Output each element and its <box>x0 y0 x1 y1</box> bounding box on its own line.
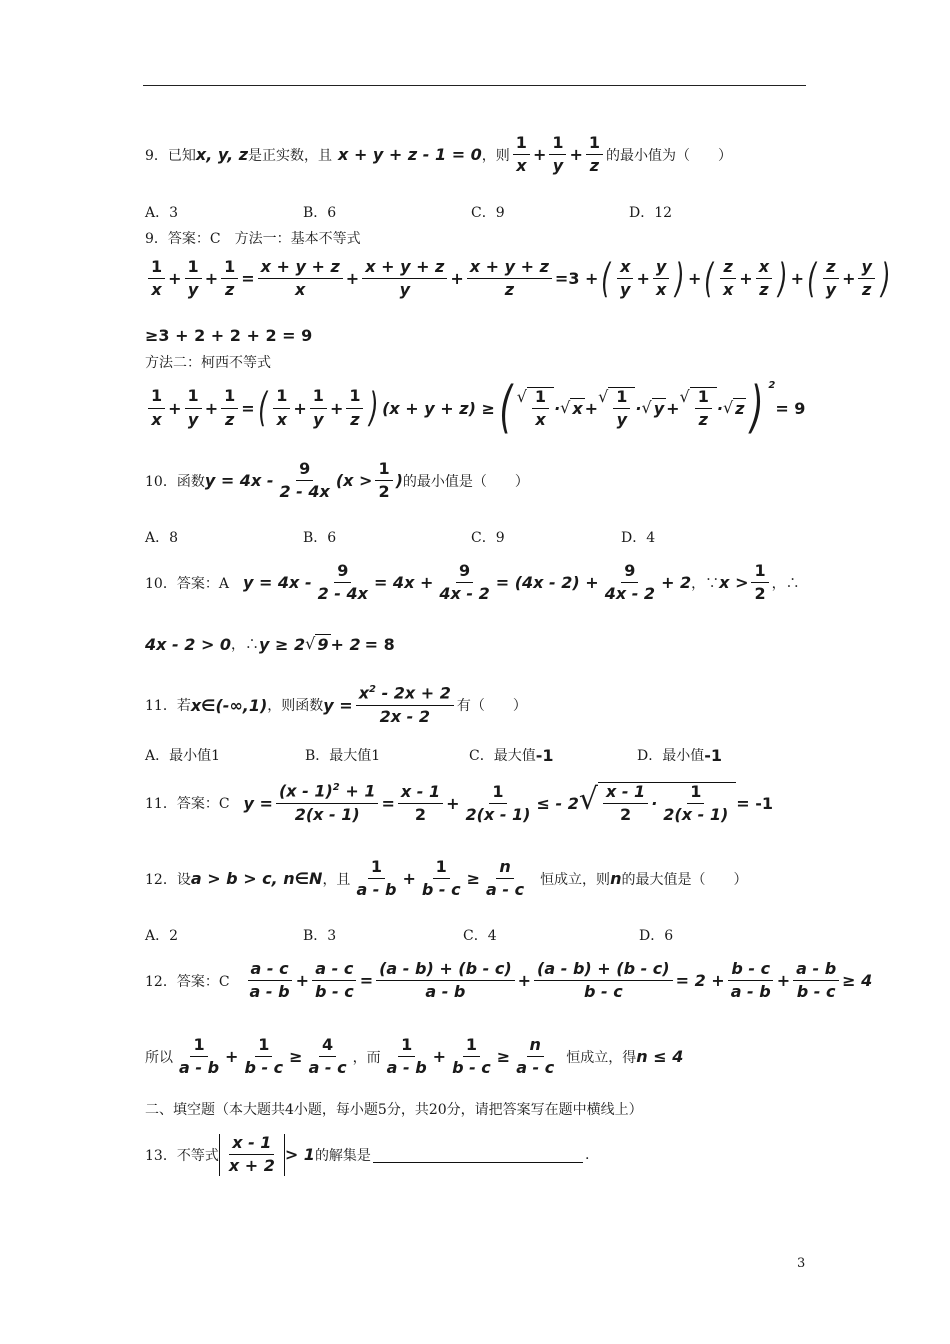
q11-mid: ，则函数 <box>267 698 324 715</box>
q12-answer-line <box>145 960 872 1002</box>
q11-option-c-value: -1 <box>535 745 554 765</box>
q10-line2a: 4x - 2 > 0 <box>145 634 232 654</box>
q12-and: ，而 <box>352 1049 381 1066</box>
q12-option-d: D．6 <box>639 928 674 944</box>
page-number: 3 <box>797 1256 806 1271</box>
q12-holds: 恒成立，得 <box>566 1049 637 1066</box>
q13-inequality: x - 1 x + 2 > 1 <box>219 1134 315 1176</box>
q12-prefix: 12．设 <box>145 871 191 888</box>
q9-mid: 是正实数，且 <box>248 147 333 164</box>
q10-tail: 的最小值是（ ） <box>402 473 529 490</box>
q10-condition: x > 1 2 <box>719 562 771 604</box>
q9-method2-label: 方法二：柯西不等式 <box>145 355 271 371</box>
q11-option-d-value: -1 <box>704 745 723 765</box>
q12-inequality: 1 a - b + 1 b - c ≥ n a - c <box>356 857 525 900</box>
q9-condition: x + y + z - 1 = 0 <box>338 145 482 165</box>
q12-condition: a > b > c, n∈N <box>190 869 323 889</box>
q9-expression: 1 x + 1 y + 1 z <box>510 134 606 176</box>
q11-option-a: A．最小值1 <box>145 748 221 764</box>
q12-step1: 1 a - b + 1 b - c ≥ 4 a - c <box>179 1035 347 1078</box>
q9-tail: 的最小值为（ ） <box>606 147 733 164</box>
q10-answer-line <box>145 562 800 604</box>
q10-derivation: y = 4x - 9 2 - 4x = 4x + 9 4x - 2 = (4x - 2) + 9 4x - 2 + 2 <box>242 561 692 604</box>
q9-method1-result: ≥3 + 2 + 2 + 2 = 9 <box>145 326 313 345</box>
section-2-heading: 二、填空题（本大题共4小题，每小题5分，共20分，请把答案写在题中横线上） <box>145 1102 643 1118</box>
q10-therefore: ，∴ <box>771 575 800 592</box>
q12-conclusion <box>145 1036 683 1078</box>
q10-line2b: ，∴ <box>231 637 260 653</box>
q9-method1-equation: 1 x + 1 y + 1 z = x + y + z x + x + y + z y + $\frac{x + y + z}{z}$ =3 + ( x y + y x ) + ( z x + x z ) + ( z y + y z ) <box>145 258 894 300</box>
q12-mid2: 恒成立，则 <box>540 871 611 888</box>
q10-answer-line2 <box>145 634 395 654</box>
q11-tail: 有（ ） <box>456 698 527 715</box>
q11-option-c: C．最大值 <box>469 748 536 764</box>
q12-derivation: a - c a - b + a - c b - c = (a - b) + (b - c) a - b + (a - b) + (b - c) b - c = 2 + b - c a - b + a - b b - c ≥ 4 <box>244 960 873 1002</box>
q10-option-d: D．4 <box>621 530 656 546</box>
q12-so: 所以 <box>145 1049 173 1066</box>
q9-question <box>145 134 732 176</box>
header-rule <box>143 85 806 86</box>
q11-derivation: y = (x - 1)$^2$ + 1 2(x - 1) = x - 1 2 + 1 2(x - 1) ≤ - 2 √ x - 1 2 · 1 2(x - 1) <box>244 782 737 825</box>
q9-option-b: B．6 <box>303 205 337 221</box>
q12-result: n ≤ 4 <box>636 1047 684 1067</box>
q12-question <box>145 858 747 900</box>
q13-answer-blank[interactable] <box>373 1146 583 1163</box>
q10-line2c: = 8 <box>364 634 395 654</box>
q11-question <box>145 684 527 726</box>
q11-option-d-wrap <box>637 745 722 765</box>
q13-question <box>145 1134 589 1176</box>
q9-then: ，则 <box>481 147 510 164</box>
q12-tail: 的最大值是（ ） <box>621 871 748 888</box>
q12-step2: 1 a - b + 1 b - c ≥ n a - c <box>386 1035 555 1078</box>
q11-answer: 11．答案：C <box>145 796 230 813</box>
q9-option-a: A．3 <box>145 205 179 221</box>
q11-result: = -1 <box>736 793 774 813</box>
q11-option-b: B．最大值1 <box>305 748 381 764</box>
q9-vars: x, y, z <box>195 145 249 165</box>
q9-option-d: D．12 <box>629 205 673 221</box>
q11-answer-line <box>145 782 773 825</box>
q9-method2-equation: 1 x + 1 y + 1 z = ( 1 x + 1 y + 1 z ) (x + y + z) ≥ ( √ 1 x · √ x + √ 1 y · √ y + √ 1 z · √ z ) $^2$ = 9 <box>145 380 805 436</box>
q12-var: n <box>610 869 622 889</box>
q9-options <box>145 202 672 222</box>
q10-prefix: 10．函数 <box>145 473 205 490</box>
q9-option-c: C．9 <box>471 205 505 221</box>
q11-prefix: 11．若 <box>145 698 191 715</box>
q11-condition: x∈(-∞,1) <box>190 695 268 715</box>
q10-bound: y ≥ 2 √ 9 + 2 <box>259 634 361 654</box>
q12-option-c: C．4 <box>463 928 497 944</box>
q12-option-b: B．3 <box>303 928 337 944</box>
q10-option-a: A．8 <box>145 530 179 546</box>
q11-option-d: D．最小值 <box>637 748 705 764</box>
q9-answer: 9．答案：C 方法一：基本不等式 <box>145 231 361 247</box>
q9-prefix: 9．已知 <box>145 147 196 164</box>
q10-because: ，∵ <box>691 575 720 592</box>
q12-option-a: A．2 <box>145 928 179 944</box>
q10-question <box>145 460 529 502</box>
q10-options <box>145 527 655 547</box>
q10-function: y = 4x - 9 2 - 4x (x > 1 2 ) <box>204 459 403 502</box>
q12-options <box>145 925 673 945</box>
q13-tail: 的解集是 <box>314 1147 371 1164</box>
q11-option-c-wrap <box>469 745 637 765</box>
q12-answer: 12．答案：C <box>145 973 230 990</box>
q10-answer: 10．答案：A <box>145 575 229 592</box>
q10-option-b: B．6 <box>303 530 337 546</box>
q11-options <box>145 745 722 765</box>
q11-function: y = $x^2 - 2x + 2$ 2x - 2 <box>323 684 457 726</box>
q10-option-c: C．9 <box>471 530 505 546</box>
q13-prefix: 13．不等式 <box>145 1147 219 1164</box>
q13-end: . <box>584 1146 590 1163</box>
q12-mid: ，且 <box>322 871 351 888</box>
